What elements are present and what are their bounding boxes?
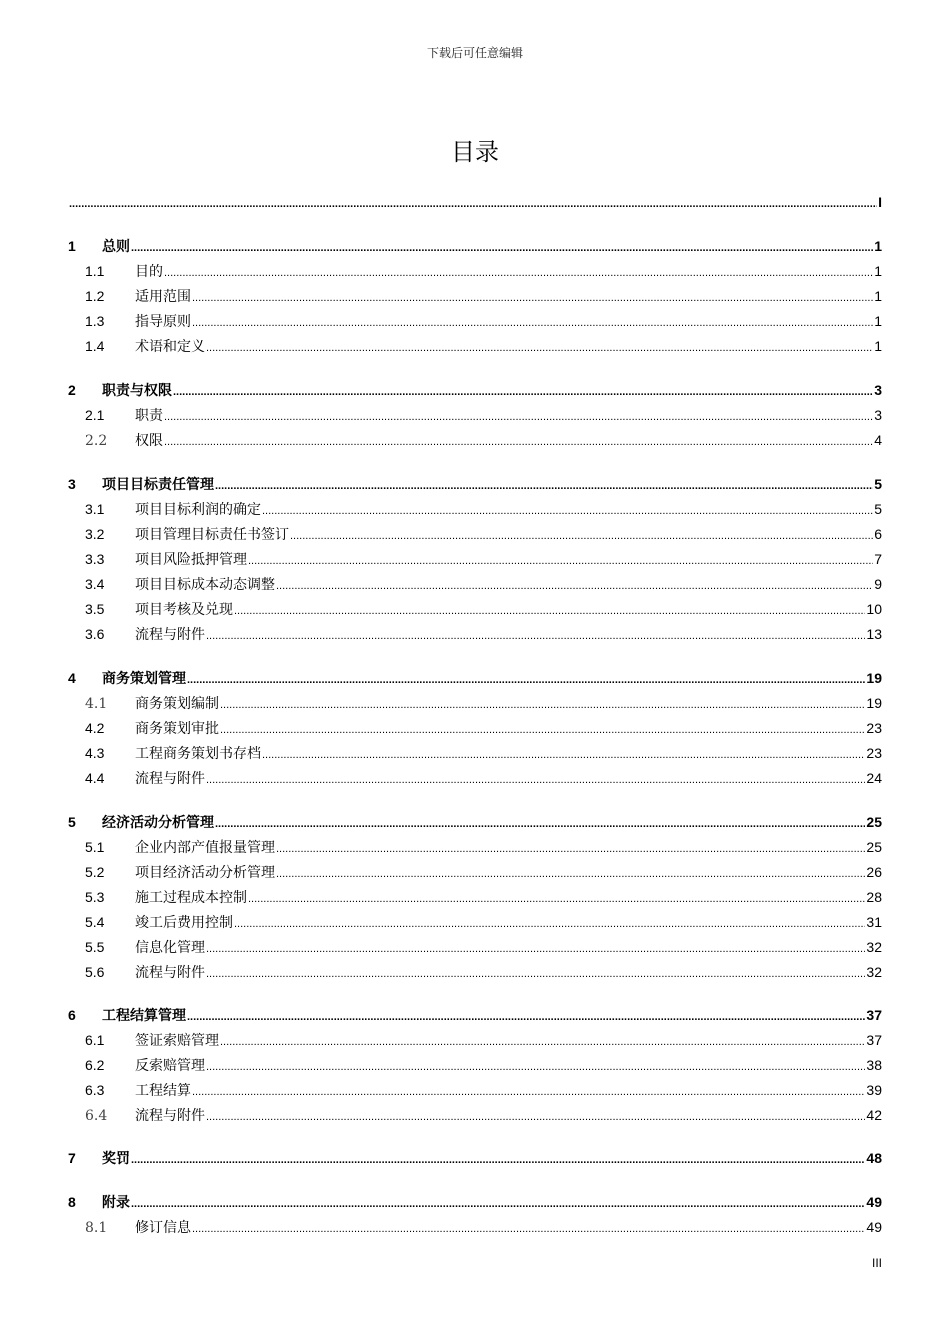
dot-leader: [164, 432, 873, 452]
toc-page-number: 1: [874, 312, 882, 329]
dot-leader: [131, 238, 873, 258]
toc-subsection-4.4[interactable]: [68, 768, 882, 788]
toc-subsection-5.1[interactable]: [68, 837, 882, 857]
toc-subsection-number: 5.2: [85, 863, 105, 880]
dot-leader: [276, 839, 865, 859]
toc-subsection-1.2[interactable]: [68, 286, 882, 306]
dot-leader: [164, 407, 873, 427]
toc-subsection-3.1[interactable]: [68, 499, 882, 519]
toc-page-number: 9: [874, 575, 882, 592]
dot-leader: [220, 695, 865, 715]
toc-subsection-3.5[interactable]: [68, 599, 882, 619]
dot-leader: [173, 382, 873, 402]
dot-leader: [262, 501, 873, 521]
toc-page-number: 31: [866, 913, 882, 930]
toc-section-title: 经济活动分析管理: [102, 815, 214, 831]
toc-page-number: 32: [866, 938, 882, 955]
toc-page-number: 25: [866, 839, 882, 855]
dot-leader: [215, 814, 865, 834]
toc-section-number: 7: [68, 1150, 76, 1166]
toc-subsection-number: 6.4: [85, 1107, 108, 1124]
toc-subsection-number: 3.2: [85, 525, 105, 542]
toc-page-number: 48: [866, 1150, 882, 1166]
toc-page-number: 7: [874, 550, 882, 567]
toc-section-5[interactable]: [68, 812, 882, 832]
toc-page-number: 1: [874, 238, 882, 254]
toc-section-number: 5: [68, 814, 76, 830]
page-number-footer: III: [871, 1256, 882, 1270]
dot-leader: [187, 1007, 865, 1027]
toc-page-number: 49: [866, 1194, 882, 1210]
toc-subsection-title: 流程与附件: [135, 964, 205, 981]
toc-page-number: 1: [874, 337, 882, 354]
toc-page-number: 37: [866, 1007, 882, 1023]
toc-subsection-number: 4.3: [85, 744, 105, 761]
toc-section-number: 8: [68, 1194, 76, 1210]
toc-page-number: 10: [866, 600, 882, 617]
toc-section-number: 3: [68, 476, 76, 492]
toc-page-number: 3: [874, 407, 882, 423]
dot-leader: [215, 476, 873, 496]
toc-subsection-5.2[interactable]: [68, 862, 882, 882]
toc-page-number: 24: [866, 769, 882, 786]
toc-section-number: 6: [68, 1007, 76, 1023]
toc-subsection-5.3[interactable]: [68, 887, 882, 907]
toc-subsection-2.2[interactable]: [68, 430, 882, 450]
toc-subsection-6.4[interactable]: [68, 1105, 882, 1125]
toc-page-number: 23: [866, 744, 882, 761]
toc-page-number: 23: [866, 719, 882, 736]
toc-subsection-number: 1.1: [85, 263, 105, 279]
toc-page-number: 6: [874, 525, 882, 542]
toc-page-number: 28: [866, 888, 882, 905]
toc-section-title: 项目目标责任管理: [102, 477, 214, 493]
toc-subsection-number: 1.4: [85, 337, 105, 354]
toc-subsection-number: 3.1: [85, 501, 105, 517]
toc-page-number: 38: [866, 1056, 882, 1073]
dot-leader: [234, 914, 865, 934]
toc-page-number: 1: [874, 263, 882, 279]
toc-subsection-2.1[interactable]: [68, 405, 882, 425]
toc-page-number: 4: [874, 431, 882, 448]
toc-subsection-number: 6.2: [85, 1056, 105, 1073]
toc-subsection-title: 反索赔管理: [135, 1057, 205, 1074]
toc-subsection-number: 2.1: [85, 407, 105, 423]
toc-page-number: I: [878, 194, 882, 210]
toc-subsection-title: 项目风险抵押管理: [135, 551, 247, 568]
toc-subsection-4.2[interactable]: [68, 718, 882, 738]
toc-subsection-title: 权限: [135, 432, 163, 449]
toc-subsection-5.4[interactable]: [68, 912, 882, 932]
toc-subsection-5.5[interactable]: [68, 937, 882, 957]
toc-section-title: 工程结算管理: [102, 1008, 186, 1024]
toc-subsection-title: 目的: [135, 264, 163, 280]
dot-leader: [206, 964, 865, 984]
toc-subsection-title: 信息化管理: [135, 939, 205, 956]
toc-subsection-title: 签证索赔管理: [135, 1033, 219, 1049]
dot-leader: [290, 526, 873, 546]
toc-section-number: 2: [68, 382, 76, 398]
toc-subsection-4.1[interactable]: [68, 693, 882, 713]
toc-subsection-number: 3.3: [85, 550, 105, 567]
dot-leader: [248, 551, 873, 571]
toc-subsection-title: 工程商务策划书存档: [135, 745, 261, 762]
toc-subsection-number: 4.1: [85, 696, 108, 712]
toc-subsection-title: 术语和定义: [135, 338, 205, 355]
toc-subsection-6.3[interactable]: [68, 1080, 882, 1100]
toc-subsection-8.1[interactable]: [68, 1217, 882, 1237]
dot-leader: [187, 670, 865, 690]
toc-section-8[interactable]: [68, 1192, 882, 1212]
dot-leader: [206, 338, 873, 358]
dot-leader: [131, 1194, 865, 1214]
dot-leader: [234, 601, 865, 621]
toc-subsection-number: 5.1: [85, 839, 105, 855]
toc-subsection-number: 6.1: [85, 1032, 105, 1048]
toc-page-number: 5: [874, 501, 882, 517]
toc-section-number: 4: [68, 670, 76, 686]
toc-subsection-title: 商务策划编制: [135, 696, 219, 712]
toc-subsection-title: 流程与附件: [135, 626, 205, 643]
toc-subsection-1.1[interactable]: [68, 261, 882, 281]
toc-subsection-3.3[interactable]: [68, 549, 882, 569]
toc-subsection-number: 5.3: [85, 888, 105, 905]
dot-leader: [69, 194, 877, 214]
toc-subsection-number: 4.4: [85, 769, 105, 786]
toc-subsection-number: 6.3: [85, 1081, 105, 1098]
toc-subsection-title: 指导原则: [135, 313, 191, 330]
dot-leader: [276, 864, 865, 884]
toc-page-number: 37: [866, 1032, 882, 1048]
toc-subsection-number: 3.6: [85, 625, 105, 642]
dot-leader: [206, 770, 865, 790]
dot-leader: [206, 1057, 865, 1077]
dot-leader: [262, 745, 865, 765]
toc-section-title: 商务策划管理: [102, 671, 186, 687]
toc-subsection-number: 2.2: [85, 432, 108, 449]
dot-leader: [248, 889, 865, 909]
toc-section-3[interactable]: [68, 474, 882, 494]
toc-page-number: 26: [866, 863, 882, 880]
toc-subsection-title: 流程与附件: [135, 770, 205, 787]
toc-subsection-title: 项目管理目标责任书签订: [135, 526, 289, 543]
toc-section-4[interactable]: [68, 668, 882, 688]
toc-subsection-number: 4.2: [85, 719, 105, 736]
toc-title: 目录: [451, 138, 499, 166]
toc-section-6[interactable]: [68, 1005, 882, 1025]
toc-page-number: 3: [874, 382, 882, 398]
dot-leader: [220, 720, 865, 740]
toc-section-title: 奖罚: [102, 1151, 130, 1167]
dot-leader: [192, 1082, 865, 1102]
toc-subsection-3.4[interactable]: [68, 574, 882, 594]
toc-subsection-title: 商务策划审批: [135, 720, 219, 737]
toc-subsection-title: 项目目标利润的确定: [135, 502, 261, 518]
toc-subsection-title: 竣工后费用控制: [135, 914, 233, 931]
toc-subsection-title: 项目考核及兑现: [135, 601, 233, 618]
toc-subsection-number: 1.3: [85, 312, 105, 329]
dot-leader: [206, 626, 865, 646]
toc-subsection-5.6[interactable]: [68, 962, 882, 982]
toc-page-number: 19: [866, 695, 882, 711]
dot-leader: [164, 263, 873, 283]
toc-page-number: 25: [866, 814, 882, 830]
toc-subsection-title: 工程结算: [135, 1082, 191, 1099]
toc-subsection-3.6[interactable]: [68, 624, 882, 644]
dot-leader: [131, 1150, 865, 1170]
toc-page-number: 49: [866, 1219, 882, 1235]
dot-leader: [192, 313, 873, 333]
toc-section-title: 职责与权限: [102, 383, 172, 399]
toc-subsection-number: 3.5: [85, 600, 105, 617]
toc-subsection-title: 企业内部产值报量管理: [135, 840, 275, 856]
toc-page-number: 39: [866, 1081, 882, 1098]
toc-subsection-title: 施工过程成本控制: [135, 889, 247, 906]
dot-leader: [220, 1032, 865, 1052]
toc-subsection-title: 适用范围: [135, 288, 191, 305]
header-note: 下载后可任意编辑: [426, 46, 523, 60]
dot-leader: [206, 939, 865, 959]
toc-subsection-6.1[interactable]: [68, 1030, 882, 1050]
toc-subsection-6.2[interactable]: [68, 1055, 882, 1075]
toc-page-number: 19: [866, 670, 882, 686]
toc-subsection-1.3[interactable]: [68, 311, 882, 331]
toc-page-number: 1: [874, 287, 882, 304]
toc-section-number: 1: [68, 238, 76, 254]
toc-subsection-number: 1.2: [85, 287, 105, 304]
toc-subsection-title: 项目经济活动分析管理: [135, 864, 275, 881]
toc-subsection-number: 5.4: [85, 913, 105, 930]
toc-subsection-title: 职责: [135, 408, 163, 424]
toc-page-number: 13: [866, 625, 882, 642]
dot-leader: [276, 576, 873, 596]
toc-page-number: 32: [866, 963, 882, 980]
toc-page-number: 5: [874, 476, 882, 492]
toc-subsection-4.3[interactable]: [68, 743, 882, 763]
toc-page-number: 42: [866, 1106, 882, 1123]
toc-section-2[interactable]: [68, 380, 882, 400]
toc-subsection-number: 8.1: [85, 1220, 108, 1236]
toc-section-1[interactable]: [68, 236, 882, 256]
toc-entry-top[interactable]: [68, 192, 882, 212]
toc-subsection-1.4[interactable]: [68, 336, 882, 356]
dot-leader: [192, 1219, 865, 1239]
toc-subsection-number: 5.5: [85, 938, 105, 955]
toc-subsection-number: 3.4: [85, 575, 105, 592]
toc-subsection-title: 修订信息: [135, 1220, 191, 1236]
toc-subsection-3.2[interactable]: [68, 524, 882, 544]
toc-section-title: 总则: [102, 239, 130, 255]
toc-section-7[interactable]: [68, 1148, 882, 1168]
dot-leader: [206, 1107, 865, 1127]
toc-section-title: 附录: [102, 1195, 130, 1211]
toc-subsection-title: 项目目标成本动态调整: [135, 576, 275, 593]
dot-leader: [192, 288, 873, 308]
toc-subsection-number: 5.6: [85, 963, 105, 980]
toc-subsection-title: 流程与附件: [135, 1107, 205, 1124]
